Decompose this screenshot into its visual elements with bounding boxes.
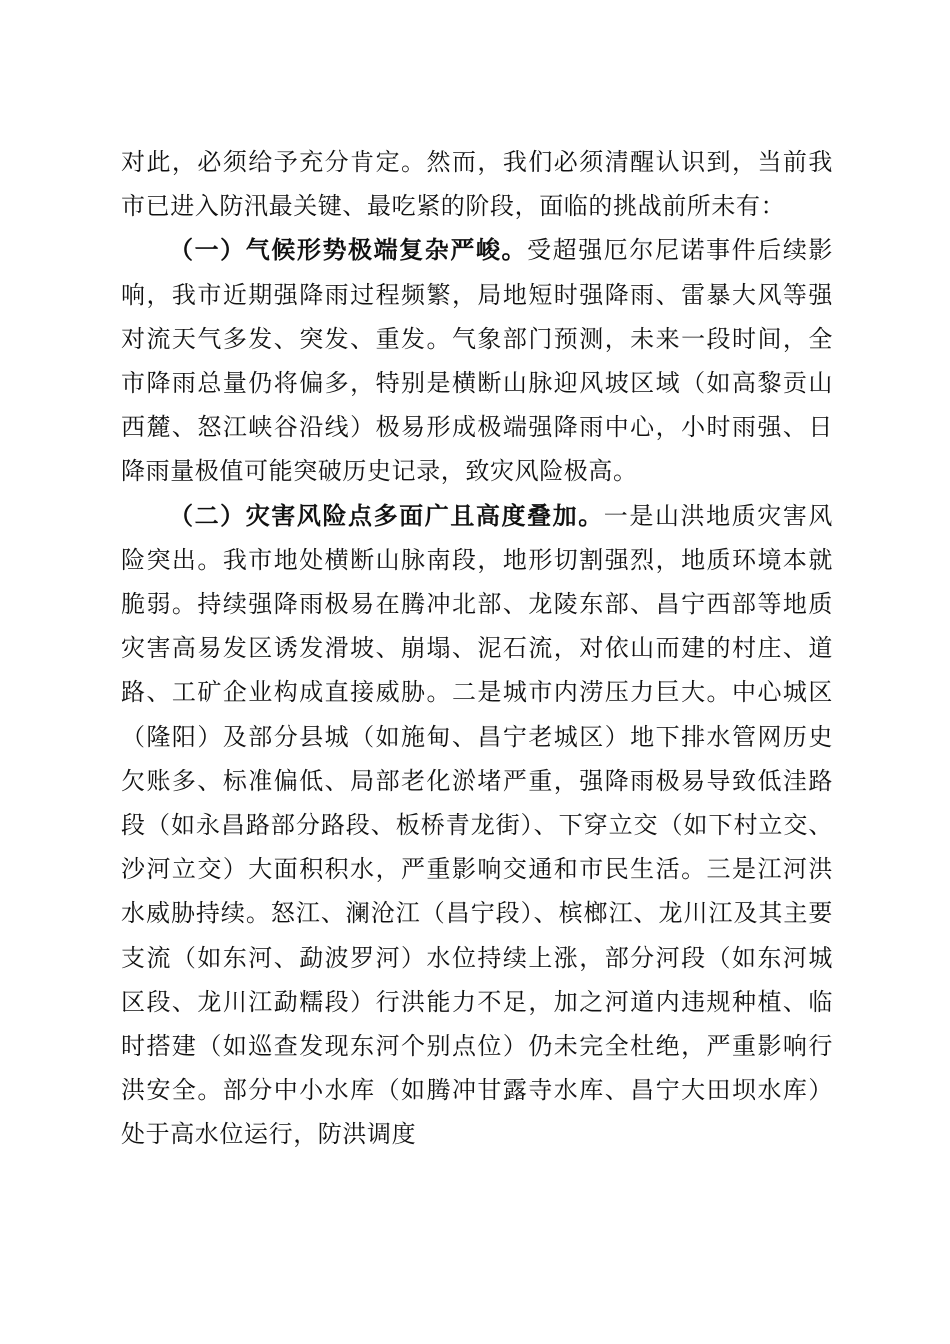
section-heading-risk: （二）灾害风险点多面广且高度叠加。 — [169, 500, 604, 530]
paragraph-intro — [121, 140, 833, 228]
paragraph-climate — [121, 228, 833, 493]
document-body — [121, 140, 833, 1157]
paragraph-text: 对此，必须给予充分肯定。然而，我们必须清醒认识到，当前我市已进入防汛最关键、最吃紧的阶段，面临的挑战前所未有： — [121, 148, 833, 221]
paragraph-text: 受超强厄尔尼诺事件后续影响，我市近期强降雨过程频繁，局地短时强降雨、雷暴大风等强对流天气多发、突发、重发。气象部门预测，未来一段时间，全市降雨总量仍将偏多，特别是横断山脉迎风坡区域（如高黎贡山西麓、怒江峡谷沿线）极易形成极端强降雨中心，小时雨强、日降雨量极值可能突破历史记录，致灾风险极高。 — [121, 236, 833, 486]
section-heading-climate: （一）气候形势极端复杂严峻。 — [169, 235, 528, 265]
paragraph-text: 一是山洪地质灾害风险突出。我市地处横断山脉南段，地形切割强烈，地质环境本就脆弱。持续强降雨极易在腾冲北部、龙陵东部、昌宁西部等地质灾害高易发区诱发滑坡、崩塌、泥石流，对依山而建的村庄、道路、工矿企业构成直接威胁。二是城市内涝压力巨大。中心城区（隆阳）及部分县城（如施甸、昌宁老城区）地下排水管网历史欠账多、标准偏低、局部老化淤堵严重，强降雨极易导致低洼路段（如永昌路部分路段、板桥青龙街）、下穿立交（如下村立交、沙河立交）大面积积水，严重影响交通和市民生活。三是江河洪水威胁持续。怒江、澜沧江（昌宁段）、槟榔江、龙川江及其主要支流（如东河、勐波罗河）水位持续上涨，部分河段（如东河城区段、龙川江勐糯段）行洪能力不足，加之河道内违规种植、临时搭建（如巡查发现东河个别点位）仍未完全杜绝，严重影响行洪安全。部分中小水库（如腾冲甘露寺水库、昌宁大田坝水库）处于高水位运行，防洪调度 — [121, 501, 834, 1149]
paragraph-risk — [121, 494, 833, 1157]
